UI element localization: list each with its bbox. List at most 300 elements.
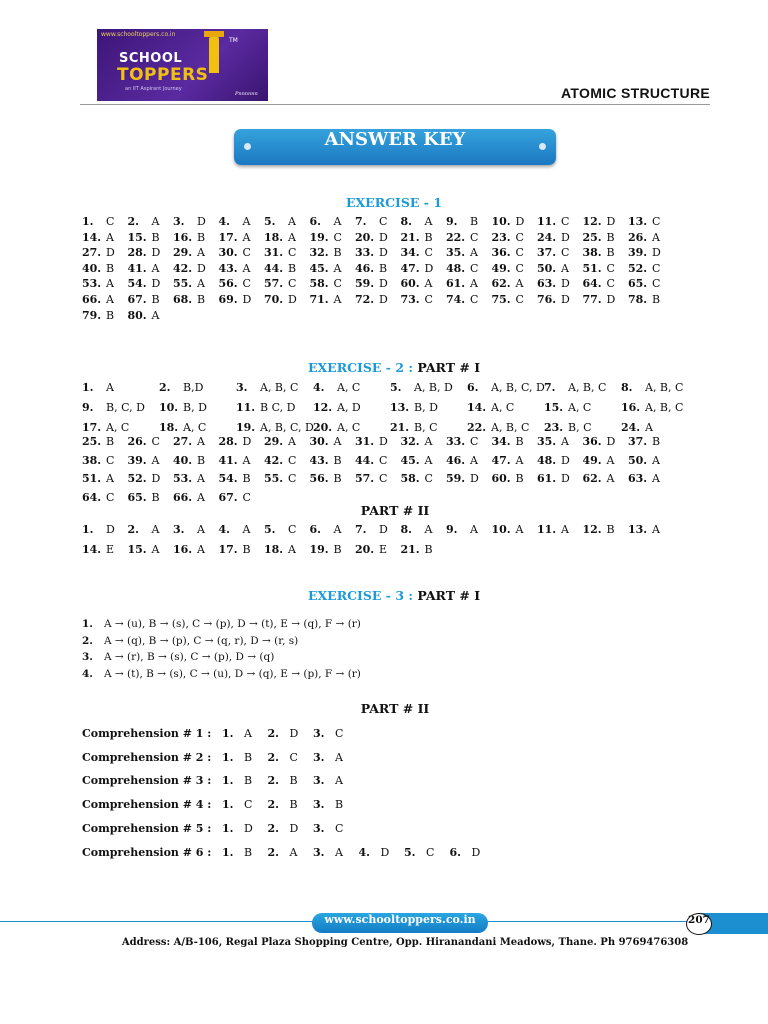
answer-cell (309, 472, 342, 486)
question-number: 67. (127, 293, 147, 306)
answer-value: D (561, 277, 570, 291)
answer-value: A (242, 230, 251, 244)
answer-cell (400, 523, 433, 536)
answer-cell (628, 435, 661, 448)
answer-cell (127, 215, 160, 228)
answer-value: A, C (337, 381, 361, 394)
question-number: 30. (218, 246, 238, 260)
answer-value: B (151, 230, 160, 244)
match-answer: A → (u), B → (s), C → (p), D → (t), E → (q), F → (r) (104, 618, 361, 630)
question-number: 43. (218, 261, 238, 275)
answer-value: B,D (183, 381, 204, 394)
question-number: 11. (537, 215, 557, 228)
answer-value: C (470, 230, 479, 244)
answer-cell (82, 421, 130, 434)
answer-cell (544, 401, 592, 414)
answer-cell (446, 453, 478, 467)
answer-cell (173, 543, 205, 556)
question-number: 34. (491, 435, 511, 448)
match-row (82, 618, 361, 630)
question-number: 2. (267, 821, 279, 835)
answer-cell (173, 435, 205, 448)
question-number: 50. (537, 261, 557, 275)
answer-value: A (333, 293, 342, 306)
question-number: 25. (82, 435, 102, 448)
answer-cell (309, 277, 342, 291)
answer-value: A (197, 491, 205, 505)
answer-cell (309, 230, 342, 244)
answer-cell (355, 246, 388, 260)
question-number: 2. (267, 727, 279, 740)
answer-cell (267, 727, 299, 740)
question-number: 31. (264, 246, 284, 260)
question-number: 26. (628, 230, 648, 244)
answer-value: A, B, C (568, 381, 607, 394)
answer-value: B (244, 845, 253, 859)
question-number: 22. (467, 421, 487, 434)
answer-value: A (197, 435, 205, 448)
answer-cell (537, 293, 570, 306)
answer-cell (82, 215, 115, 228)
answer-value: C (470, 293, 479, 306)
question-number: 15. (127, 543, 147, 556)
question-number: 2. (267, 798, 279, 812)
answer-value: A, D (337, 401, 361, 414)
answer-value: D (242, 293, 252, 306)
answer-value: A (424, 523, 433, 536)
question-number: 25. (582, 230, 602, 244)
answer-cell (218, 215, 251, 228)
question-number: 37. (537, 246, 557, 260)
answer-cell (173, 277, 205, 291)
question-number: 63. (628, 472, 648, 486)
answer-cell (218, 472, 251, 486)
answer-value: B (379, 261, 388, 275)
answer-value: D (470, 472, 479, 486)
question-number: 1. (222, 821, 234, 835)
question-number: 3. (313, 798, 325, 812)
question-number: 35. (446, 246, 466, 260)
answer-value: B (289, 798, 298, 812)
answer-value: B (606, 523, 615, 536)
answer-cell (390, 381, 453, 394)
answer-cell (313, 421, 361, 434)
question-number: 4. (358, 845, 370, 859)
question-number: 3. (313, 727, 325, 740)
answer-value: A (151, 261, 160, 275)
answer-cell (309, 261, 342, 275)
exercise-3-title-part: PART # I (417, 588, 481, 603)
answer-cell (82, 261, 115, 275)
question-number: 21. (400, 230, 420, 244)
question-number: 27. (173, 435, 193, 448)
answer-value: A (333, 215, 342, 228)
question-number: 1. (82, 215, 94, 228)
answer-value: D (379, 435, 388, 448)
answer-cell (390, 421, 438, 434)
answer-value: C (652, 277, 661, 291)
answer-value: A (197, 277, 205, 291)
answer-cell (127, 261, 160, 275)
question-number: 9. (446, 523, 458, 536)
question-number: 19. (309, 543, 329, 556)
answer-value: B (424, 230, 433, 244)
answer-value: D (289, 821, 299, 835)
question-number: 16. (173, 230, 193, 244)
question-number: 5. (264, 523, 276, 536)
answer-value: C (288, 246, 297, 260)
question-number: 65. (628, 277, 648, 291)
answer-value: B (333, 453, 342, 467)
question-number: 1. (222, 727, 234, 740)
answer-value: C (652, 261, 661, 275)
answer-value: A, C (568, 401, 592, 414)
question-number: 73. (400, 293, 420, 306)
answer-cell (236, 381, 299, 394)
question-number: 52. (628, 261, 648, 275)
question-number: 13. (390, 401, 410, 414)
question-number: 2. (127, 215, 139, 228)
comprehension-label: Comprehension # 2 : (82, 750, 212, 764)
answer-cell (491, 246, 524, 260)
answer-cell (313, 845, 343, 859)
answer-cell (537, 435, 569, 448)
answer-value: C (289, 750, 298, 764)
answer-cell (82, 401, 145, 414)
answer-value: D (379, 246, 388, 260)
question-number: 2. (267, 750, 279, 764)
answer-cell (491, 261, 524, 275)
answer-cell (313, 798, 344, 812)
answer-value: D (561, 293, 570, 306)
question-number: 13. (628, 523, 648, 536)
answer-cell (264, 472, 297, 486)
question-number: 40. (82, 261, 102, 275)
answer-key-banner (234, 129, 556, 165)
answer-value: B (197, 293, 206, 306)
question-number: 10. (491, 215, 511, 228)
question-number: 2. (159, 381, 171, 394)
question-number: 11. (236, 401, 256, 414)
answer-cell (491, 453, 524, 467)
header-divider (80, 104, 710, 105)
question-number: 1. (82, 523, 94, 536)
answer-cell (173, 472, 205, 486)
banner-title: ANSWER KEY (324, 129, 466, 150)
question-number: 6. (309, 523, 321, 536)
answer-value: A (242, 523, 251, 536)
logo-signature: Pnnnnnn (235, 91, 258, 97)
answer-cell (267, 845, 298, 859)
question-number: 53. (173, 472, 193, 486)
question-number: 77. (582, 293, 602, 306)
question-number: 64. (82, 491, 102, 505)
answer-cell (446, 523, 478, 536)
answer-cell (544, 381, 607, 394)
question-number: 2. (127, 523, 139, 536)
answer-cell (218, 523, 251, 536)
question-number: 33. (355, 246, 375, 260)
answer-value: C (335, 727, 344, 740)
answer-cell (467, 421, 530, 434)
answer-value: C (470, 435, 479, 448)
question-number: 57. (264, 277, 284, 291)
answer-cell (218, 277, 251, 291)
answer-cell (582, 230, 615, 244)
answer-value: B (151, 491, 160, 505)
answer-value: C (379, 453, 388, 467)
answer-value: A (106, 277, 114, 291)
answer-cell (313, 821, 344, 835)
answer-cell (264, 293, 297, 306)
answer-value: C (379, 215, 388, 228)
question-number: 15. (544, 401, 564, 414)
answer-cell (628, 293, 661, 306)
question-number: 17. (218, 230, 238, 244)
question-number: 4. (82, 667, 93, 680)
question-number: 45. (309, 261, 329, 275)
answer-value: C (379, 472, 388, 486)
logo-url: www.schooltoppers.co.in (101, 31, 176, 38)
answer-value: D (289, 727, 299, 740)
exercise-2-title-part: PART # I (417, 360, 481, 375)
answer-value: B, C, D (106, 401, 145, 414)
answer-value: A (151, 215, 160, 228)
answer-cell (446, 472, 479, 486)
answer-value: A (515, 453, 524, 467)
answer-value: D (106, 523, 115, 536)
answer-value: C (561, 246, 570, 260)
answer-cell (491, 215, 525, 228)
answer-cell (222, 727, 252, 740)
answer-value: C (151, 435, 160, 448)
question-number: 47. (491, 453, 511, 467)
question-number: 8. (400, 215, 412, 228)
answer-value: A (151, 453, 160, 467)
question-number: 35. (537, 435, 557, 448)
answer-value: A (424, 277, 433, 291)
question-number: 23. (491, 230, 511, 244)
answer-value: D (561, 453, 570, 467)
match-answer: A → (q), B → (p), C → (q, r), D → (r, s) (104, 634, 299, 647)
answer-value: C (106, 453, 115, 467)
answer-cell (267, 798, 298, 812)
question-number: 24. (537, 230, 557, 244)
answer-value: C (515, 230, 524, 244)
answer-value: B (106, 261, 115, 275)
answer-cell (621, 401, 684, 414)
answer-value: B (470, 215, 479, 228)
answer-cell (582, 277, 615, 291)
answer-value: D (380, 845, 390, 859)
answer-cell (491, 435, 524, 448)
question-number: 14. (467, 401, 487, 414)
answer-value: B (244, 774, 253, 788)
question-number: 28. (127, 246, 147, 260)
question-number: 74. (446, 293, 466, 306)
answer-value: B, C (568, 421, 592, 434)
answer-cell (82, 293, 114, 306)
answer-cell (537, 472, 570, 486)
answer-cell (127, 435, 160, 448)
answer-cell (127, 543, 160, 556)
question-number: 29. (264, 435, 284, 448)
answer-value: A (335, 750, 343, 764)
answer-cell (491, 277, 524, 291)
answer-cell (313, 727, 344, 740)
exercise-1-title-text: EXERCISE - 1 (345, 195, 443, 210)
question-number: 18. (264, 543, 284, 556)
answer-cell (309, 543, 342, 556)
answer-cell (264, 230, 296, 244)
question-number: 2. (82, 634, 93, 647)
answer-cell (173, 261, 206, 275)
logo-line2: TOPPERS (117, 65, 209, 85)
question-number: 57. (355, 472, 375, 486)
answer-value: D (515, 215, 525, 228)
answer-cell (537, 453, 570, 467)
answer-value: A (561, 523, 569, 536)
question-number: 10. (491, 523, 511, 536)
answer-cell (628, 453, 660, 467)
question-number: 44. (355, 453, 375, 467)
question-number: 39. (127, 453, 147, 467)
answer-value: A (333, 261, 342, 275)
comprehension-label: Comprehension # 1 : (82, 727, 212, 740)
question-number: 71. (309, 293, 329, 306)
answer-value: C (333, 277, 342, 291)
answer-cell (400, 277, 433, 291)
answer-value: A (106, 230, 114, 244)
exercise-2-part2-title: PART # II (360, 503, 430, 518)
answer-cell (264, 435, 296, 448)
answer-cell (537, 523, 569, 536)
answer-value: B (106, 308, 115, 322)
question-number: 3. (236, 381, 248, 394)
answer-cell (309, 435, 342, 448)
banner-dot-left-icon (244, 143, 251, 150)
answer-cell (218, 246, 251, 260)
answer-cell (222, 774, 253, 788)
match-answer: A → (t), B → (s), C → (u), D → (q), E → (p), F → (r) (104, 667, 361, 680)
answer-cell (82, 543, 115, 556)
answer-value: A (606, 453, 615, 467)
answer-cell (621, 421, 653, 434)
question-number: 5. (404, 845, 416, 859)
answer-value: A, B, C, D (491, 381, 545, 394)
answer-value: A (424, 215, 433, 228)
answer-value: C (242, 246, 251, 260)
question-number: 11. (537, 523, 557, 536)
question-number: 7. (544, 381, 556, 394)
answer-value: D (379, 277, 388, 291)
footer-url[interactable]: www.schooltoppers.co.in (312, 913, 488, 933)
answer-value: A (333, 435, 342, 448)
answer-cell (82, 472, 114, 486)
question-number: 15. (127, 230, 147, 244)
answer-cell (264, 277, 297, 291)
answer-cell (537, 277, 570, 291)
answer-value: D (197, 215, 206, 228)
answer-cell (355, 453, 388, 467)
answer-value: A (561, 261, 569, 275)
answer-value: D (379, 523, 388, 536)
question-number: 10. (159, 401, 179, 414)
answer-value: A (197, 543, 205, 556)
question-number: 9. (446, 215, 458, 228)
question-number: 24. (621, 421, 641, 434)
answer-value: C (242, 491, 251, 505)
answer-value: A (652, 230, 660, 244)
answer-cell (127, 246, 161, 260)
answer-cell (537, 230, 570, 244)
answer-value: D (242, 435, 252, 448)
answer-cell (127, 472, 161, 486)
question-number: 1. (222, 845, 234, 859)
answer-cell (267, 750, 298, 764)
answer-cell (127, 277, 161, 291)
answer-cell (127, 308, 160, 322)
question-number: 3. (82, 651, 93, 663)
answer-value: D (606, 435, 616, 448)
answer-value: B, D (183, 401, 207, 414)
answer-cell (355, 543, 388, 556)
question-number: 58. (309, 277, 329, 291)
answer-value: A (652, 523, 660, 536)
answer-value: A (333, 523, 342, 536)
question-number: 31. (355, 435, 375, 448)
question-number: 6. (449, 845, 461, 859)
answer-value: C (424, 472, 433, 486)
answer-value: B (335, 798, 344, 812)
answer-value: A (515, 523, 524, 536)
answer-cell (159, 381, 204, 394)
answer-value: B (515, 435, 524, 448)
answer-cell (628, 230, 660, 244)
match-answer: A → (r), B → (s), C → (p), D → (q) (104, 651, 275, 663)
logo-tm: TM (229, 37, 238, 44)
question-number: 34. (400, 246, 420, 260)
question-number: 62. (582, 472, 602, 486)
question-number: 45. (400, 453, 420, 467)
answer-cell (400, 472, 433, 486)
answer-cell (222, 750, 253, 764)
answer-value: C (333, 230, 342, 244)
answer-cell (173, 523, 205, 536)
answer-cell (264, 543, 296, 556)
question-number: 22. (446, 230, 466, 244)
answer-value: A, C (183, 421, 207, 434)
answer-cell (82, 230, 114, 244)
answer-value: D (561, 230, 570, 244)
question-number: 2. (267, 774, 279, 788)
answer-cell (358, 845, 390, 859)
answer-value: A (242, 453, 251, 467)
answer-cell (309, 215, 342, 228)
answer-value: D (151, 246, 161, 260)
question-number: 44. (264, 261, 284, 275)
question-number: 27. (82, 246, 102, 260)
question-number: 66. (173, 491, 193, 505)
exercise-2-title (0, 360, 768, 375)
answer-value: C (288, 277, 297, 291)
answer-value: C (652, 215, 661, 228)
answer-value: D (424, 261, 434, 275)
question-number: 12. (582, 523, 602, 536)
comprehension-label: Comprehension # 6 : (82, 845, 212, 859)
question-number: 6. (467, 381, 479, 394)
question-number: 19. (309, 230, 329, 244)
